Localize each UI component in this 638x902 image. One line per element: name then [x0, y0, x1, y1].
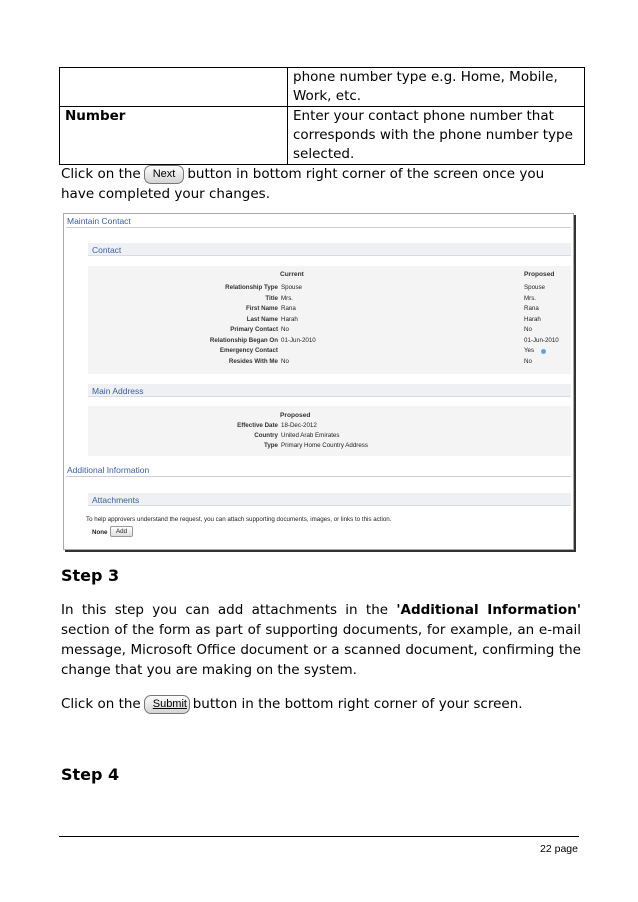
- step-3-text-after: section of the form as part of supporting documents, for example, an e-mail message, Microsoft Office document or a scanned document, confirming the change that you are making on the system.: [61, 622, 581, 678]
- contact-row-label: Title: [265, 294, 278, 302]
- additional-information-title: Additional Information: [67, 465, 150, 475]
- contact-panel: [88, 266, 571, 374]
- address-row-label: Country: [254, 432, 278, 439]
- table-row: [60, 107, 585, 165]
- proposed-column-header: Proposed: [524, 271, 555, 278]
- footer-divider: [59, 836, 579, 837]
- contact-row-proposed: No: [524, 357, 532, 365]
- contact-row-label: Primary Contact: [230, 326, 278, 333]
- page-number: 22 page: [540, 843, 578, 855]
- contact-row-current: No: [281, 357, 289, 365]
- address-row-value: 18-Dec-2012: [281, 422, 317, 429]
- attachments-help-text: To help approvers understand the request, you can attach supporting documents, images, or links to this action.: [86, 516, 392, 523]
- table-cell-description: phone number type e.g. Home, Mobile, Work, etc.: [288, 68, 585, 107]
- table-cell-label: [60, 68, 288, 107]
- table-row: [60, 68, 585, 107]
- contact-row-proposed: 01-Jun-2010: [524, 336, 559, 344]
- address-row-label: Effective Date: [237, 422, 278, 429]
- address-row-label: Type: [264, 442, 278, 449]
- contact-row-current: 01-Jun-2010: [281, 336, 316, 344]
- next-instruction: [61, 164, 581, 204]
- contact-row-proposed: Rana: [524, 305, 539, 312]
- contact-row-label: Relationship Began On: [209, 336, 278, 344]
- step-3-paragraph: [61, 600, 581, 680]
- attachments-section-title: Attachments: [92, 495, 140, 505]
- address-row-value: United Arab Emirates: [281, 432, 340, 439]
- step-3-heading: Step 3: [61, 566, 120, 585]
- contact-row-current: Mrs.: [281, 294, 294, 302]
- instruction-suffix: button in the bottom right corner of your screen.: [192, 696, 523, 712]
- address-row-value: Primary Home Country Address: [281, 442, 368, 449]
- contact-row-proposed: Spouse: [524, 284, 545, 291]
- maintain-contact-title: Maintain Contact: [67, 216, 131, 226]
- step-4-heading: Step 4: [61, 765, 120, 784]
- instruction-prefix: Click on the: [61, 696, 141, 712]
- info-icon[interactable]: [541, 349, 546, 354]
- current-column-header: Current: [280, 271, 304, 278]
- contact-section-bar: [88, 243, 571, 256]
- attachments-none-label: None: [92, 529, 108, 536]
- submit-instruction: [61, 694, 581, 714]
- table-cell-label: Number: [60, 107, 288, 165]
- next-button-image: Next: [144, 165, 185, 184]
- contact-row-current: Rana: [281, 305, 296, 312]
- main-address-section-title: Main Address: [92, 386, 144, 396]
- contact-row-proposed: Yes: [524, 347, 535, 354]
- contact-row-current: No: [281, 326, 289, 333]
- contact-row-label: First Name: [246, 305, 278, 312]
- submit-button-image: Submit: [144, 695, 190, 714]
- contact-row-current: Harah: [281, 315, 298, 323]
- field-description-table: [59, 67, 585, 165]
- contact-row-label: Last Name: [246, 315, 278, 323]
- contact-row-label: Relationship Type: [225, 284, 278, 291]
- address-proposed-header: Proposed: [280, 412, 311, 419]
- maintain-contact-screenshot: [63, 213, 574, 550]
- main-address-section-bar: [88, 384, 571, 397]
- address-panel: [88, 406, 571, 456]
- divider: [66, 227, 571, 228]
- additional-information-emphasis: 'Additional Information': [396, 602, 582, 618]
- step-3-text-before: In this step you can add attachments in the: [61, 602, 397, 618]
- add-attachment-button[interactable]: Add: [110, 526, 133, 537]
- contact-row-label: Emergency Contact: [219, 347, 278, 354]
- contact-section-title: Contact: [92, 245, 122, 255]
- contact-row-current: Spouse: [281, 284, 302, 291]
- attachments-section-bar: [88, 493, 571, 506]
- contact-row-proposed: Harah: [524, 315, 541, 323]
- divider: [66, 476, 571, 477]
- contact-row-proposed: No: [524, 326, 532, 333]
- table-cell-description: Enter your contact phone number that corresponds with the phone number type selected.: [288, 107, 585, 165]
- instruction-suffix: button in bottom right corner of the screen once you have completed your changes.: [61, 166, 545, 202]
- contact-row-proposed: Mrs.: [524, 294, 537, 302]
- contact-row-label: Resides With Me: [228, 357, 278, 365]
- instruction-prefix: Click on the: [61, 166, 141, 182]
